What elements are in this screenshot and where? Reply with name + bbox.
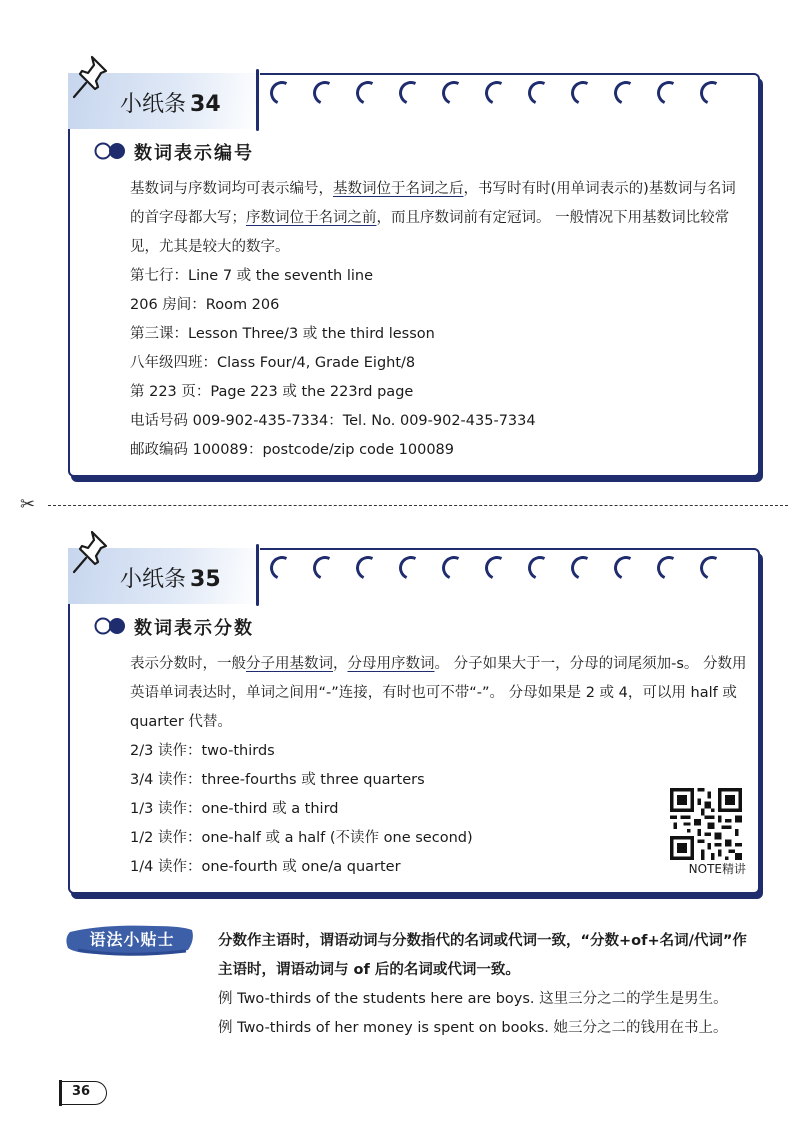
text-run: 。 分子如果大于一，分母的词尾须加-s。 分数用英语单词表达时，单词之间用“-”连接，有时也可不带“-”。 分母如果是 2 或 4，可以用 half 或 quarter 代替。 [130,656,747,730]
ring-icon [697,553,728,584]
tag-divider [256,544,259,606]
page-number: 36 [72,1084,91,1099]
ring-icon [611,78,642,109]
note-title-number: 34 [190,92,221,117]
note-body [130,175,750,465]
ring-icon [353,553,384,584]
qr-code-icon[interactable] [670,788,742,860]
text-run: 表示分数时，一般 [130,656,246,672]
grammar-tip-label: 语法小贴士 [89,930,175,949]
note-title-label: 小纸条 [120,567,187,592]
note-tag-35 [68,548,260,604]
scissors-icon: ✂ [20,494,36,515]
ring-icon [439,78,470,109]
note-card-35 [68,548,760,894]
text-run: 基数词与序数词均可表示编号， [130,181,333,197]
explanation-paragraph [130,175,750,262]
section-heading-text: 数词表示编号 [134,143,254,164]
tag-divider [256,69,259,131]
example-line: 电话号码 009-902-435-7334：Tel. No. 009-902-435-7334 [130,413,536,429]
note-title [120,562,221,593]
example-line: 1/3 读作：one-third 或 a third [130,801,339,817]
section-heading-text: 数词表示分数 [134,618,254,639]
note-card-34 [68,73,760,477]
ring-icon [568,553,599,584]
example-line: 第三课：Lesson Three/3 或 the third lesson [130,326,435,342]
example-line: 206 房间：Room 206 [130,297,280,313]
ring-icon [353,78,384,109]
example-line: 3/4 读作：three-fourths 或 three quarters [130,772,425,788]
ring-icon [654,78,685,109]
ring-icon [310,78,341,109]
ring-icon [310,553,341,584]
page-number-badge [62,1081,107,1105]
ring-icon [697,78,728,109]
toggle-bullet-icon [94,617,128,635]
ring-icon [482,78,513,109]
ring-icon [482,553,513,584]
example-line: 第 223 页：Page 223 或 the 223rd page [130,384,414,400]
underlined-text: 分子用基数词 [246,656,333,672]
note-tag-34 [68,73,260,129]
text-run: ， [333,656,348,672]
grammar-tip-body [218,927,758,1043]
qr-code-label: NOTE精讲 [688,862,746,876]
grammar-example: 例 Two-thirds of the students here are boys. 这里三分之二的学生是男生。 [218,991,728,1007]
ring-icon [654,553,685,584]
ring-icon [439,553,470,584]
underlined-text: 序数词位于名词之前 [246,210,377,226]
grammar-rule: 分数作主语时，谓语动词与分数指代的名词或代词一致，“分数+of+名词/代词”作主语时，谓语动词与 of 后的名词或代词一致。 [218,933,747,978]
grammar-tip-badge [64,920,196,960]
grammar-example: 例 Two-thirds of her money is spent on books. 她三分之二的钱用在书上。 [218,1020,728,1036]
underlined-text: 分母用序数词 [347,656,435,672]
note-title [120,87,221,118]
ring-icon [267,78,298,109]
pushpin-icon [68,51,116,103]
ring-icon [396,553,427,584]
page-number-bar [59,1080,62,1106]
example-line: 第七行：Line 7 或 the seventh line [130,268,373,284]
dashed-line [48,505,788,506]
text-run: ，而且序数词前有定冠词。 一般情况下用基数词比较常见，尤其是较大的数字。 [130,210,730,255]
ring-icon [568,78,599,109]
ring-icon [611,553,642,584]
ring-icon [267,553,298,584]
note-body [130,650,750,882]
ring-icon [525,78,556,109]
note-title-label: 小纸条 [120,92,187,117]
example-line: 邮政编码 100089：postcode/zip code 100089 [130,442,455,458]
pushpin-icon [68,526,116,578]
text-run: ，书写时有时(用单词表示的)基数词与名词的首字母都大写； [130,181,736,226]
binder-rings [270,556,740,586]
note-title-number: 35 [190,567,221,592]
example-line: 八年级四班：Class Four/4, Grade Eight/8 [130,355,416,371]
ring-icon [525,553,556,584]
underlined-text: 基数词位于名词之后 [333,181,464,197]
binder-rings [270,81,740,111]
cut-line [20,496,790,516]
example-line: 2/3 读作：two-thirds [130,743,275,759]
example-line: 1/4 读作：one-fourth 或 one/a quarter [130,859,401,875]
ring-icon [396,78,427,109]
example-line: 1/2 读作：one-half 或 a half (不读作 one second) [130,830,473,846]
explanation-paragraph [130,650,750,737]
toggle-bullet-icon [94,142,128,160]
